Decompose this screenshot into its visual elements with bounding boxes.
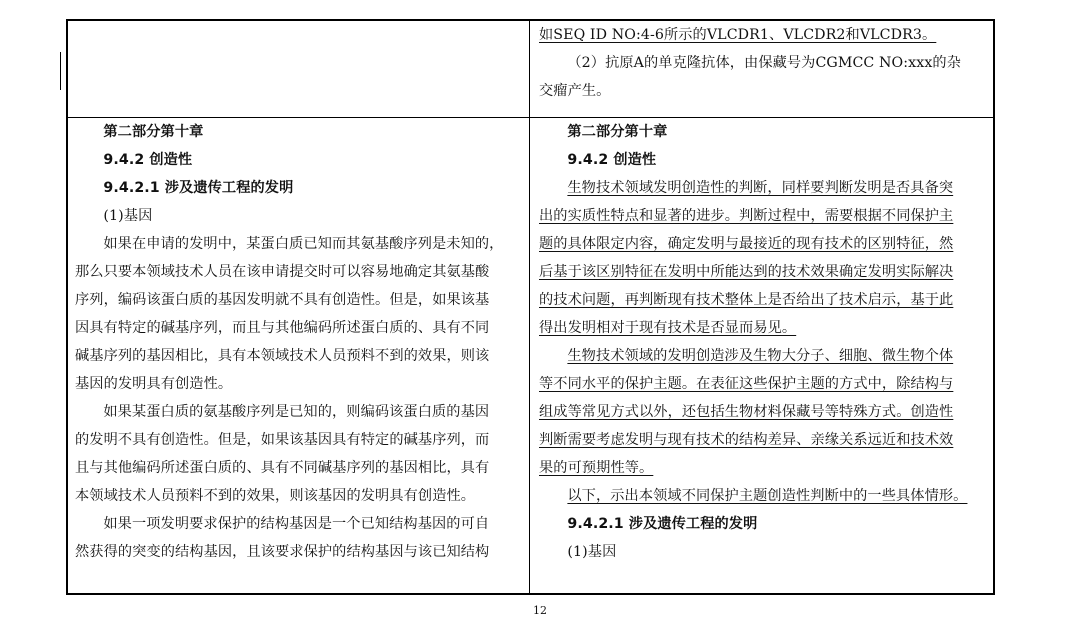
text-line: 交瘤产生。 bbox=[539, 83, 611, 99]
text-line: 后基于该区别特征在发明中所能达到的技术效果确定发明实际解决 bbox=[539, 263, 954, 280]
text-line: 生物技术领域发明创造性的判断，同样要判断发明是否具备突 bbox=[567, 179, 954, 196]
margin-mark bbox=[60, 52, 61, 90]
text-line: 如果在申请的发明中，某蛋白质已知而其氨基酸序列是未知的， bbox=[103, 235, 504, 252]
text-line: 如果一项发明要求保护的结构基因是一个已知结构基因的可自 bbox=[103, 515, 490, 532]
page-number: 12 bbox=[533, 604, 547, 617]
chapter-heading: 第二部分第十章 bbox=[103, 123, 204, 140]
text-line: 因具有特定的碱基序列，而且与其他编码所述蛋白质的、具有不同 bbox=[75, 319, 490, 336]
text-line: 得出发明相对于现有技术是否显而易见。 bbox=[539, 319, 797, 336]
text-line: 果的可预期性等。 bbox=[539, 459, 654, 476]
left-column-original bbox=[67, 117, 530, 594]
chapter-heading: 第二部分第十章 bbox=[567, 123, 668, 140]
text-line: 题的具体限定内容，确定发明与最接近的现有技术的区别特征，然 bbox=[539, 235, 954, 252]
text-line: 基因的发明具有创造性。 bbox=[75, 375, 233, 392]
text-line: 出的实质性特点和显著的进步。判断过程中，需要根据不同保护主 bbox=[539, 207, 954, 224]
text-line: 且与其他编码所述蛋白质的、具有不同碱基序列的基因相比，具有 bbox=[75, 459, 490, 476]
text-line: 以下，示出本领域不同保护主题创造性判断中的一些具体情形。 bbox=[567, 487, 968, 504]
section-heading: 9.4.2 创造性 bbox=[103, 151, 193, 168]
item-heading: (1)基因 bbox=[567, 543, 617, 560]
text-line: 的技术问题，再判断现有技术整体上是否给出了技术启示，基于此 bbox=[539, 291, 954, 308]
text-line: 判断需要考虑发明与现有技术的结构差异、亲缘关系远近和技术效 bbox=[539, 431, 954, 448]
table-row bbox=[67, 20, 994, 117]
item-heading: (1)基因 bbox=[103, 207, 153, 224]
section-heading: 9.4.2 创造性 bbox=[567, 151, 657, 168]
comparison-table bbox=[66, 19, 995, 595]
text-line: 那么只要本领域技术人员在该申请提交时可以容易地确定其氨基酸 bbox=[75, 263, 490, 280]
top-right-cell bbox=[530, 20, 995, 117]
subsection-heading: 9.4.2.1 涉及遗传工程的发明 bbox=[567, 515, 758, 532]
text-line: 如SEQ ID NO:4-6所示的VLCDR1、VLCDR2和VLCDR3。 bbox=[539, 27, 937, 43]
table-row bbox=[67, 117, 994, 594]
text-line: 的发明不具有创造性。但是，如果该基因具有特定的碱基序列，而 bbox=[75, 431, 490, 448]
text-line: 然获得的突变的结构基因，且该要求保护的结构基因与该已知结构 bbox=[75, 543, 490, 560]
text-line: 如果某蛋白质的氨基酸序列是已知的，则编码该蛋白质的基因 bbox=[103, 403, 490, 420]
text-line: （2）抗原A的单克隆抗体，由保藏号为CGMCC NO:xxx的杂 bbox=[567, 55, 962, 71]
top-left-cell bbox=[67, 20, 530, 117]
subsection-heading: 9.4.2.1 涉及遗传工程的发明 bbox=[103, 179, 294, 196]
text-line: 生物技术领域的发明创造涉及生物大分子、细胞、微生物个体 bbox=[567, 347, 954, 364]
text-line: 本领域技术人员预料不到的效果，则该基因的发明具有创造性。 bbox=[75, 487, 476, 504]
right-column-revised bbox=[530, 117, 995, 594]
text-line: 组成等常见方式以外，还包括生物材料保藏号等特殊方式。创造性 bbox=[539, 403, 954, 420]
text-line: 碱基序列的基因相比，具有本领域技术人员预料不到的效果，则该 bbox=[75, 347, 490, 364]
text-line: 序列，编码该蛋白质的基因发明就不具有创造性。但是，如果该基 bbox=[75, 291, 490, 308]
text-line: 等不同水平的保护主题。在表征这些保护主题的方式中，除结构与 bbox=[539, 375, 954, 392]
